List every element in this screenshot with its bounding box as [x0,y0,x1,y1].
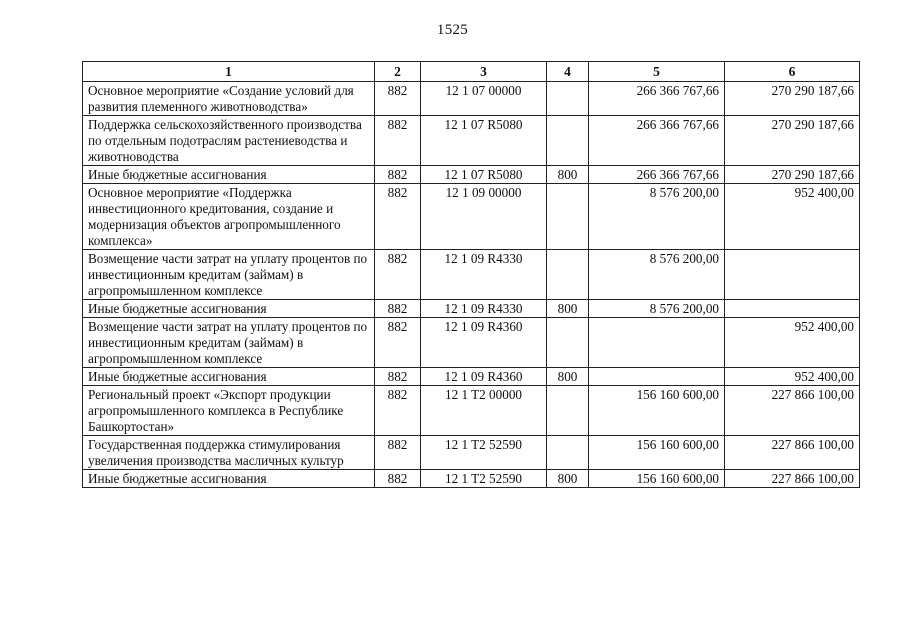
table-row [83,184,860,250]
table-header [83,62,860,82]
row-sum-1: 8 576 200,00 [589,250,725,300]
table-row [83,82,860,116]
row-name: Иные бюджетные ассигнования [83,300,375,318]
row-name: Возмещение части затрат на уплату процентов по инвестиционным кредитам (займам) в агропромышленном комплексе [83,318,375,368]
row-name: Государственная поддержка стимулирования увеличения производства масличных культур [83,436,375,470]
table-row [83,166,860,184]
row-code: 882 [375,250,421,300]
row-sum-1: 266 366 767,66 [589,166,725,184]
row-sum-2: 270 290 187,66 [725,116,860,166]
row-code: 882 [375,184,421,250]
row-type [547,250,589,300]
row-article: 12 1 07 R5080 [421,166,547,184]
table-row [83,368,860,386]
row-article: 12 1 T2 52590 [421,436,547,470]
row-code: 882 [375,368,421,386]
table-row [83,470,860,488]
row-name: Иные бюджетные ассигнования [83,166,375,184]
header-col-4: 4 [547,62,589,82]
row-article: 12 1 07 R5080 [421,116,547,166]
header-col-3: 3 [421,62,547,82]
row-sum-1: 266 366 767,66 [589,82,725,116]
row-type: 800 [547,166,589,184]
row-article: 12 1 09 R4360 [421,368,547,386]
row-sum-1: 156 160 600,00 [589,436,725,470]
header-col-2: 2 [375,62,421,82]
row-name: Основное мероприятие «Создание условий для развития племенного животноводства» [83,82,375,116]
row-sum-2: 952 400,00 [725,368,860,386]
row-name: Основное мероприятие «Поддержка инвестиционного кредитования, создание и модернизация объектов агропромышленного комплекса» [83,184,375,250]
row-sum-2: 227 866 100,00 [725,470,860,488]
row-sum-2: 270 290 187,66 [725,82,860,116]
table-body [83,82,860,488]
row-sum-2: 227 866 100,00 [725,436,860,470]
row-name: Иные бюджетные ассигнования [83,368,375,386]
row-sum-2 [725,250,860,300]
row-type [547,318,589,368]
table-row [83,116,860,166]
row-name: Региональный проект «Экспорт продукции агропромышленного комплекса в Республике Башкортостан» [83,386,375,436]
row-article: 12 1 09 00000 [421,184,547,250]
row-name: Поддержка сельскохозяйственного производства по отдельным подотраслям растениеводства и животноводства [83,116,375,166]
row-article: 12 1 T2 52590 [421,470,547,488]
row-sum-2 [725,300,860,318]
row-article: 12 1 T2 00000 [421,386,547,436]
budget-table [82,61,860,488]
row-code: 882 [375,82,421,116]
row-code: 882 [375,318,421,368]
row-name: Иные бюджетные ассигнования [83,470,375,488]
row-type [547,436,589,470]
table-row [83,436,860,470]
row-type: 800 [547,470,589,488]
table-row [83,318,860,368]
row-type: 800 [547,300,589,318]
row-sum-1: 156 160 600,00 [589,386,725,436]
table-row [83,300,860,318]
row-sum-2: 952 400,00 [725,184,860,250]
header-col-6: 6 [725,62,860,82]
row-sum-1: 8 576 200,00 [589,184,725,250]
header-row [83,62,860,82]
row-name: Возмещение части затрат на уплату процентов по инвестиционным кредитам (займам) в агропромышленном комплексе [83,250,375,300]
row-sum-2: 227 866 100,00 [725,386,860,436]
header-col-1: 1 [83,62,375,82]
row-code: 882 [375,300,421,318]
row-type [547,386,589,436]
row-sum-1 [589,318,725,368]
row-type [547,82,589,116]
row-sum-1 [589,368,725,386]
row-type [547,184,589,250]
table-row [83,250,860,300]
table-row [83,386,860,436]
row-code: 882 [375,116,421,166]
row-code: 882 [375,166,421,184]
row-article: 12 1 07 00000 [421,82,547,116]
row-code: 882 [375,436,421,470]
header-col-5: 5 [589,62,725,82]
row-type: 800 [547,368,589,386]
page-number: 1525 [436,22,469,38]
row-article: 12 1 09 R4330 [421,300,547,318]
row-article: 12 1 09 R4360 [421,318,547,368]
row-code: 882 [375,386,421,436]
row-sum-2: 270 290 187,66 [725,166,860,184]
row-sum-2: 952 400,00 [725,318,860,368]
row-sum-1: 156 160 600,00 [589,470,725,488]
row-sum-1: 266 366 767,66 [589,116,725,166]
row-article: 12 1 09 R4330 [421,250,547,300]
row-sum-1: 8 576 200,00 [589,300,725,318]
row-type [547,116,589,166]
row-code: 882 [375,470,421,488]
